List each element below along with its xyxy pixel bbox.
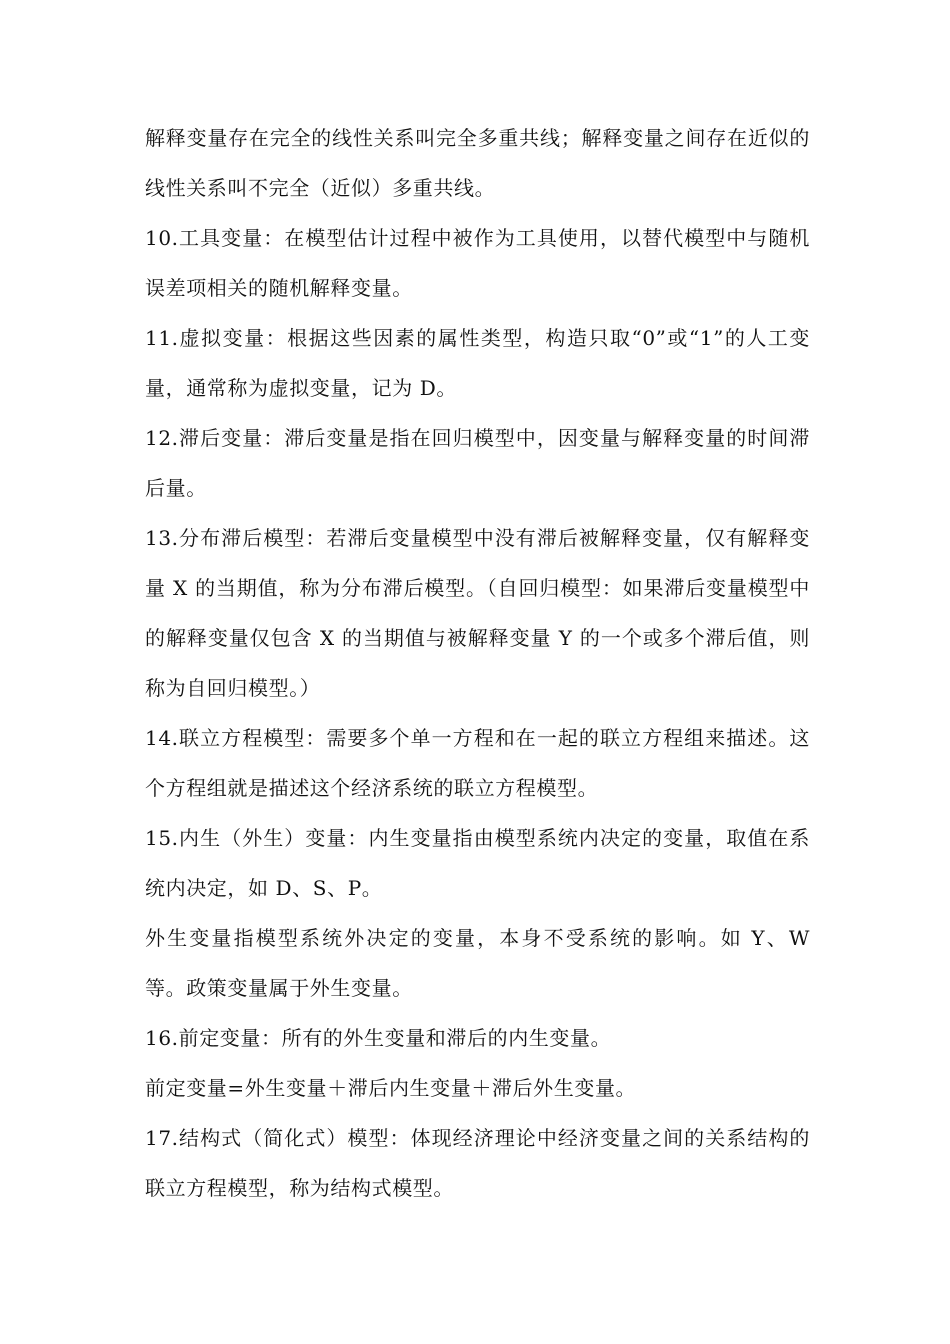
paragraph-exogenous-variable: 外生变量指模型系统外决定的变量，本身不受系统的影响。如 Y、W 等。政策变量属于外生变量。	[145, 926, 810, 1000]
paragraph-distributed-lag-model: 13.分布滞后模型：若滞后变量模型中没有滞后被解释变量，仅有解释变量 X 的当期值，称为分布滞后模型。（自回归模型：如果滞后变量模型中的解释变量仅包含 X 的当期值与被解释变量 Y 的一个或多个滞后值，则称为自回归模型。）	[145, 526, 810, 700]
document-body	[145, 113, 810, 1213]
paragraph-predetermined-formula: 前定变量=外生变量＋滞后内生变量＋滞后外生变量。	[145, 1076, 637, 1100]
paragraph-predetermined-variable: 16.前定变量：所有的外生变量和滞后的内生变量。	[145, 1026, 612, 1050]
paragraph-instrumental-variable: 10.工具变量：在模型估计过程中被作为工具使用，以替代模型中与随机误差项相关的随机解释变量。	[145, 226, 810, 300]
paragraph-multicollinearity: 解释变量存在完全的线性关系叫完全多重共线；解释变量之间存在近似的线性关系叫不完全（近似）多重共线。	[145, 126, 810, 200]
paragraph-endogenous-variable: 15.内生（外生）变量：内生变量指由模型系统内决定的变量，取值在系统内决定，如 D、S、P。	[145, 826, 810, 900]
paragraph-dummy-variable: 11.虚拟变量：根据这些因素的属性类型，构造只取“0”或“1”的人工变量，通常称为虚拟变量，记为 D。	[145, 326, 810, 400]
paragraph-structural-model: 17.结构式（简化式）模型：体现经济理论中经济变量之间的关系结构的联立方程模型，称为结构式模型。	[145, 1126, 810, 1200]
paragraph-simultaneous-equation-model: 14.联立方程模型：需要多个单一方程和在一起的联立方程组来描述。这个方程组就是描述这个经济系统的联立方程模型。	[145, 726, 810, 800]
paragraph-lagged-variable: 12.滞后变量：滞后变量是指在回归模型中，因变量与解释变量的时间滞后量。	[145, 426, 810, 500]
